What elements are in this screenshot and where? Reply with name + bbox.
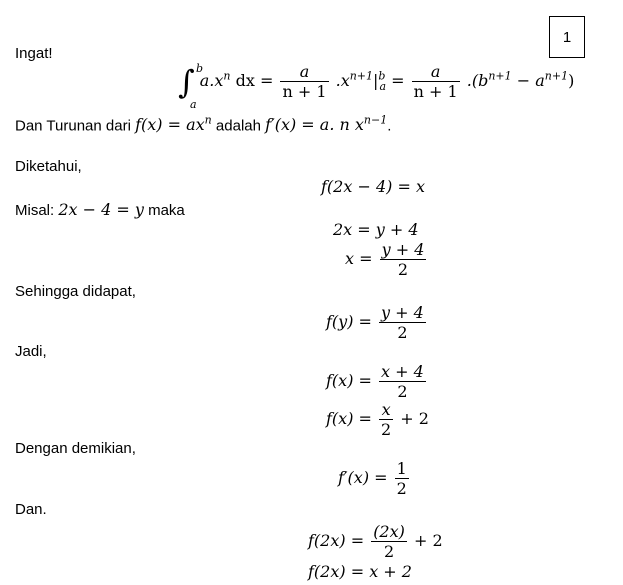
equation-f2x-1: f(2x) = $\frac{(2x)}{2}$ + 2 <box>308 522 443 561</box>
ingat-label: Ingat! <box>15 45 53 62</box>
integral-sign: ∫ <box>178 62 195 101</box>
fraction-one-half: $\frac{1}{2}$ <box>396 459 407 498</box>
evaluation-bar: $|^b_a$ <box>373 69 387 94</box>
fraction-fy: $\frac{y + 4}{2}$ <box>381 303 424 342</box>
misal-line <box>15 200 185 219</box>
x-power: $.x^{n+1}$ <box>335 69 374 90</box>
substitution-equation: 2x − 4 = y <box>58 200 144 219</box>
fraction-fx-1: $\frac{x + 4}{2}$ <box>381 362 424 401</box>
derivative-rule-text: Dan Turunan dari <box>15 117 136 135</box>
dan-label: Dan. <box>15 501 47 518</box>
fraction-a-over-n1: $\frac{a}{n + 1}$ <box>282 62 327 101</box>
derivative-rule-line: Dan Turunan dari $f(x) = ax^n$ adalah f′(x) = a. n $x^{n-1}$. <box>15 114 392 135</box>
equation-fx-2: f(x) = $\frac{x}{2}$ + 2 <box>326 400 429 439</box>
fraction-fx-2: $\frac{x}{2}$ <box>381 400 392 439</box>
maka-label: maka <box>143 202 185 219</box>
equation-2x: 2x = y + 4 <box>333 220 419 239</box>
equals-sign: = <box>386 71 410 90</box>
fraction-a-over-n1-second: $\frac{a}{n + 1}$ <box>413 62 458 101</box>
fprime-formula: f′(x) = a. n $x^{n-1}$ <box>265 114 388 135</box>
dengan-demikian-label: Dengan demikian, <box>15 440 136 457</box>
dx-equals: dx = <box>230 71 279 90</box>
given-equation: f(2x − 4) = x <box>321 177 425 196</box>
integrand: $a.x^n$ <box>199 69 231 90</box>
equation-fy: f(y) = $\frac{y + 4}{2}$ <box>326 303 424 342</box>
integral-lower-limit: a <box>190 98 197 111</box>
sehingga-label: Sehingga didapat, <box>15 283 136 300</box>
integral-formula <box>178 62 574 112</box>
equation-x: x = $\frac{y + 4}{2}$ <box>345 240 425 279</box>
equation-fprime: f′(x) = $\frac{1}{2}$ <box>338 459 407 498</box>
diketahui-label: Diketahui, <box>15 158 82 175</box>
fraction-y-plus-4: $\frac{y + 4}{2}$ <box>381 240 425 279</box>
misal-label: Misal: <box>15 202 59 219</box>
jadi-label: Jadi, <box>15 343 47 360</box>
equation-f2x-2: f(2x) = x + 2 <box>308 562 412 581</box>
integral-upper-limit: b <box>196 62 204 75</box>
fraction-f2x: $\frac{(2x)}{2}$ <box>373 522 405 561</box>
adalah-text: adalah <box>211 117 266 135</box>
power-difference: $.(b^{n+1} - a^{n+1})$ <box>466 69 575 90</box>
f-ax-n: $f(x) = ax^n$ <box>135 114 212 135</box>
page-number-box <box>549 16 585 58</box>
page-number: 1 <box>562 28 572 46</box>
equation-fx-1: f(x) = $\frac{x + 4}{2}$ <box>326 362 424 401</box>
